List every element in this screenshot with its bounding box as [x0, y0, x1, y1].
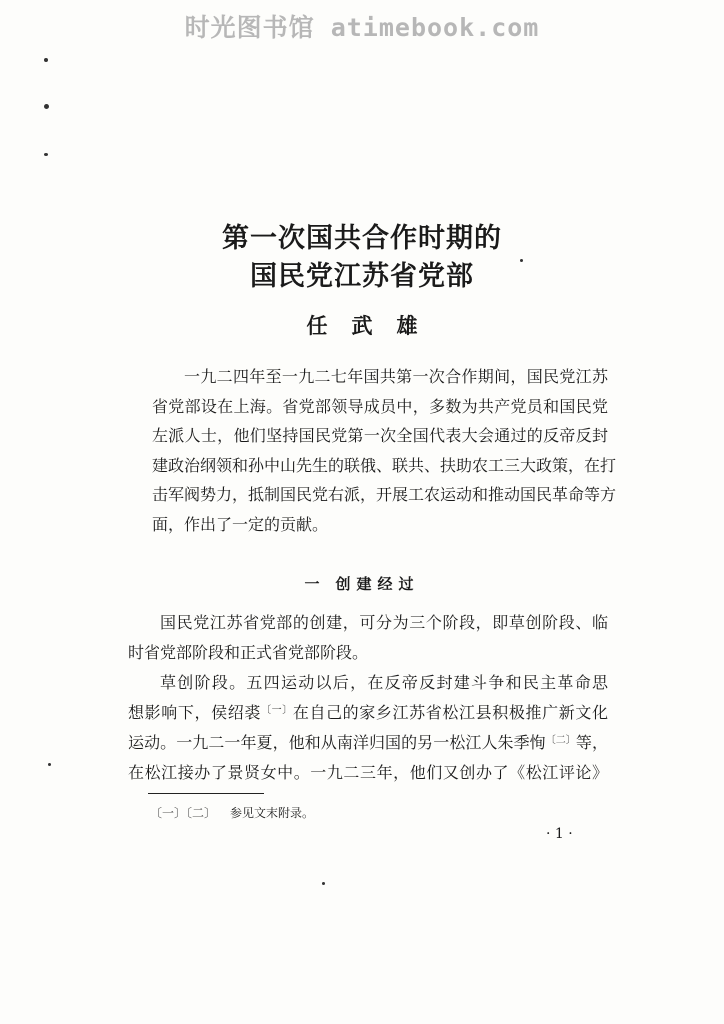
- body-line: [128, 698, 608, 728]
- abstract-line: 左派人士，他们坚持国民党第一次全国代表大会通过的反帝反封: [152, 426, 608, 445]
- footnote-marker[interactable]: 〔二〕: [545, 735, 576, 746]
- scan-speck: [44, 58, 48, 62]
- body-line: 国民党江苏省党部的创建，可分为三个阶段，即草创阶段、临: [160, 613, 608, 632]
- section-title: 创建经过: [335, 575, 420, 593]
- body-line: [128, 728, 608, 758]
- body-line: 时省党部阶段和正式省党部阶段。: [128, 643, 369, 662]
- body-text: [128, 608, 608, 788]
- section-heading: [0, 573, 724, 594]
- body-text-segment: 等，: [575, 733, 608, 752]
- abstract-line: 建政治纲领和孙中山先生的联俄、联共、扶助农工三大政策，在打: [152, 455, 617, 475]
- footnote-text: 参见文末附录。: [230, 806, 315, 820]
- body-line: 草创阶段。五四运动以后，在反帝反封建斗争和民主革命思: [160, 673, 608, 692]
- scan-speck: [44, 153, 48, 156]
- footnote-divider: [148, 793, 264, 794]
- abstract-line: 省党部设在上海。省党部领导成员中，多数为共产党员和国民党: [152, 396, 608, 416]
- body-text-segment: 想影响下，侯绍裘: [128, 703, 261, 722]
- body-text-segment: 运动。一九二一年夏，他和从南洋归国的另一松江人朱季恂: [128, 733, 546, 752]
- body-text-segment: 在自己的家乡江苏省松江县积极推广新文化: [292, 703, 608, 722]
- footnote: [150, 804, 314, 821]
- author-name: 任武雄: [306, 314, 442, 338]
- abstract-line: 击军阀势力，抵制国民党右派，开展工农运动和推动国民革命等方: [152, 485, 617, 504]
- scan-speck: [322, 882, 325, 885]
- article-title-line-1: 第一次国共合作时期的: [222, 223, 502, 254]
- section-number: 一: [304, 575, 320, 593]
- abstract-line: 一九二四年至一九二七年国共第一次合作期间，国民党江苏: [184, 367, 608, 386]
- abstract-line: 面，作出了一定的贡献。: [152, 514, 329, 534]
- page-number: · 1 ·: [546, 826, 573, 842]
- footnote-marker[interactable]: 〔一〕: [260, 705, 293, 716]
- footnote-ref: 〔一〕〔二〕: [150, 806, 217, 820]
- article-title-line-2: 国民党江苏省党部: [250, 261, 474, 292]
- scan-speck: [48, 763, 51, 766]
- scan-speck: [44, 104, 49, 109]
- body-line: 在松江接办了景贤女中。一九二三年，他们又创办了《松江评论》: [128, 763, 608, 782]
- watermark: 时光图书馆 atimebook.com: [184, 13, 540, 42]
- abstract: [152, 362, 617, 539]
